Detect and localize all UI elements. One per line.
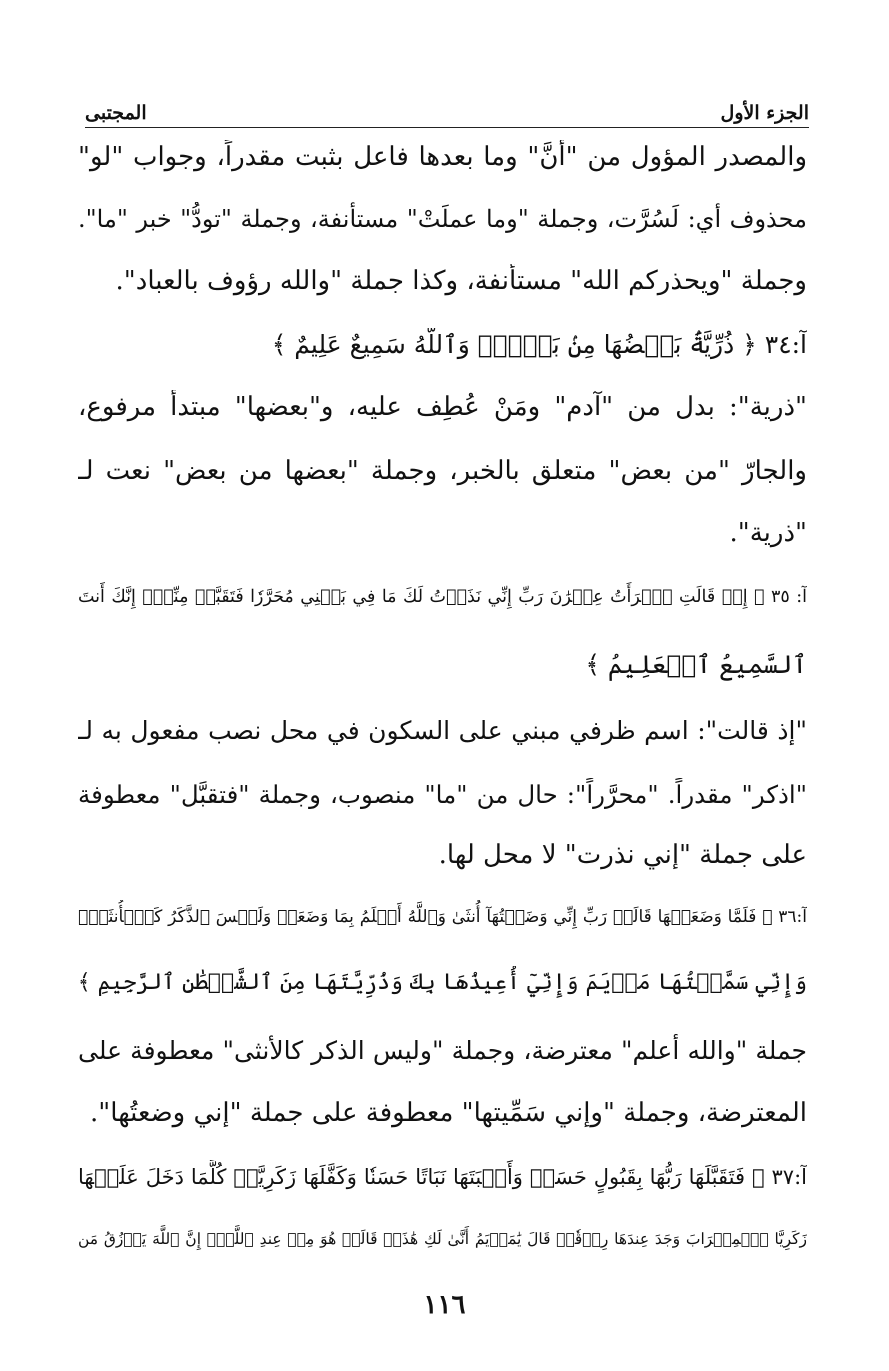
text-line: وجملة "ويحذركم الله" مستأنفة، وكذا جملة "والله رؤوف بالعباد". xyxy=(115,266,807,296)
part-title: الجزء الأول xyxy=(720,102,809,124)
verse-line: آ:٣٤ ﴿ ذُرِّيَّةَۢ بَعۡضُهَا مِنۢ بَعۡضٖۗ وَٱللَّهُ سَمِيعٌ عَلِيمٌ ﴾ xyxy=(271,330,807,359)
text-line: "إذ قالت": اسم ظرفي مبني على السكون في محل نصب مفعول به لـ xyxy=(78,716,807,745)
verse-line: ٱلسَّمِيعُ ٱلۡعَلِيمُ ﴾ xyxy=(585,650,807,679)
text-line: جملة "والله أعلم" معترضة، وجملة "وليس الذكر كالأنثى" معطوفة على xyxy=(78,1036,807,1065)
text-line: على جملة "إني نذرت" لا محل لها. xyxy=(438,840,807,870)
text-line: محذوف أي: لَسُرَّت، وجملة "وما عملَتْ" مستأنفة، وجملة "تودُّ" خبر "ما". xyxy=(78,205,807,233)
text-line: "اذكر" مقدراً. "محرَّراً": حال من "ما" منصوب، وجملة "فتقبَّل" معطوفة xyxy=(78,780,807,809)
book-title: المجتبى xyxy=(85,102,147,124)
text-line: المعترضة، وجملة "وإني سَمِّيتها" معطوفة على جملة "إني وضعتُها". xyxy=(90,1098,807,1128)
header-rule xyxy=(85,127,809,128)
verse-line: وَإِنِّي سَمَّيۡتُهَا مَرۡيَمَ وَإِنِّيٓ أُعِيذُهَا بِكَ وَذُرِّيَّتَهَا مِنَ ٱلشَّيۡطَٰنِ ٱلرَّجِيمِ ﴾ xyxy=(78,970,807,995)
verse-line: آ:٣٦ ﴿ فَلَمَّا وَضَعَتۡهَا قَالَتۡ رَبِّ إِنِّي وَضَعۡتُهَآ أُنثَىٰ وَٱللَّهُ أَعۡلَمُ بِمَا وَضَعَتۡ وَلَيۡسَ ٱلذَّكَرُ كَٱلۡأُنثَىٰۖ xyxy=(78,907,807,927)
text-line: والجارّ "من بعض" متعلق بالخبر، وجملة "بعضها من بعض" نعت لـ xyxy=(78,456,807,486)
verse-line: آ: ٣٥ ﴿ إِذۡ قَالَتِ ٱمۡرَأَتُ عِمۡرَٰنَ رَبِّ إِنِّي نَذَرۡتُ لَكَ مَا فِي بَطۡنِي مُحَرَّرٗا فَتَقَبَّلۡ مِنِّيٓۖ إِنَّكَ أَنتَ xyxy=(78,587,807,607)
text-line: "ذرية". xyxy=(729,518,807,548)
page-number: ١١٦ xyxy=(423,1290,466,1320)
verse-line: آ:٣٧ ﴿ فَتَقَبَّلَهَا رَبُّهَا بِقَبُولٍ حَسَنٖ وَأَنۢبَتَهَا نَبَاتًا حَسَنٗا وَكَفَّلَهَا زَكَرِيَّاۖ كُلَّمَا دَخَلَ عَلَيۡهَا xyxy=(78,1165,807,1189)
text-line: "ذرية": بدل من "آدم" ومَنْ عُطِف عليه، و"بعضها" مبتدأ مرفوع، xyxy=(78,392,807,422)
text-line: والمصدر المؤول من "أنَّ" وما بعدها فاعل بثبت مقدراً، وجواب "لو" xyxy=(78,142,807,172)
verse-line: زَكَرِيَّا ٱلۡمِحۡرَابَ وَجَدَ عِندَهَا رِزۡقٗاۖ قَالَ يَٰمَرۡيَمُ أَنَّىٰ لَكِ هَٰذَاۖ قَالَتۡ هُوَ مِنۡ عِندِ ٱللَّهِۖ إِنَّ ٱللَّهَ يَرۡزُقُ مَن xyxy=(78,1230,807,1248)
running-header xyxy=(85,92,809,124)
